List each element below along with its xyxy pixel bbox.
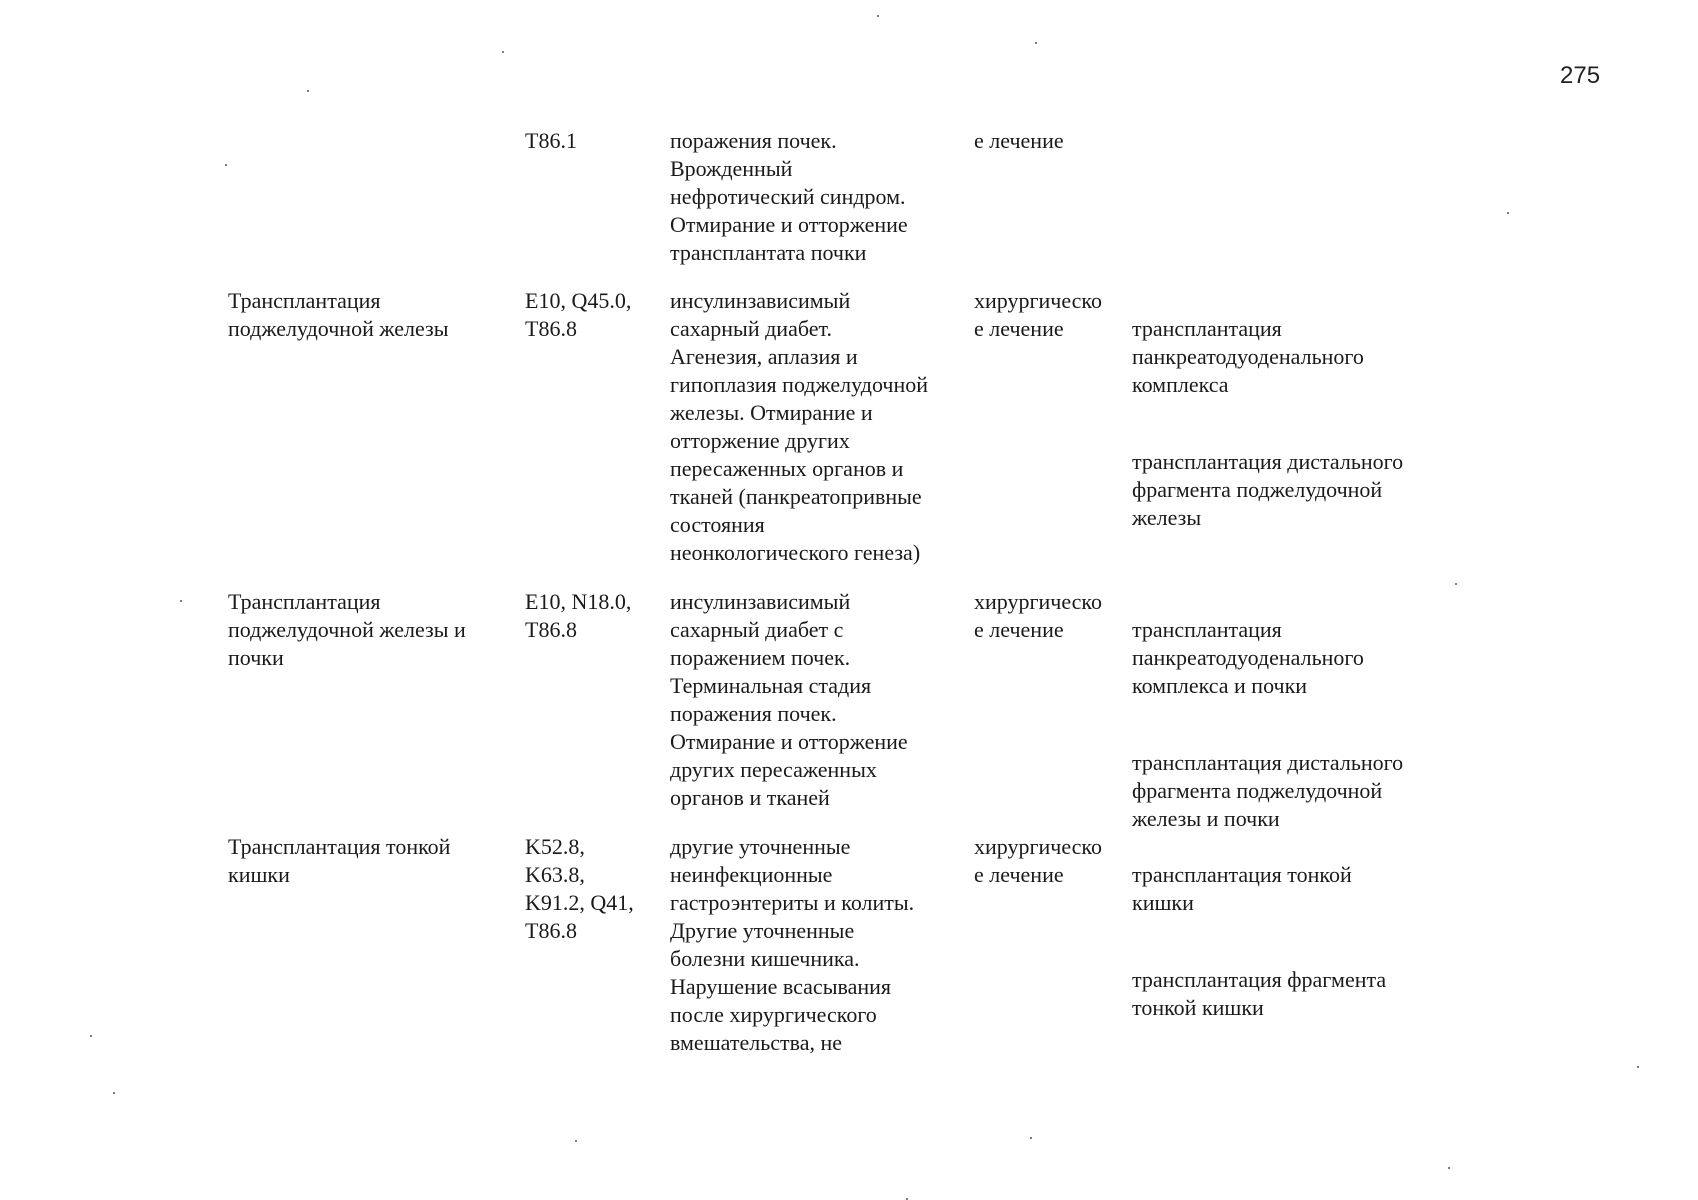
row-2-treatment-type: хирургическо е лечение (974, 589, 1102, 642)
scan-speck (1637, 1066, 1639, 1068)
row-2-methods (1132, 588, 1472, 861)
row-0-treatment-type: е лечение (974, 128, 1064, 153)
scan-speck (1507, 212, 1509, 214)
row-1-method-2: трансплантация дистального фрагмента поджелудочной железы (1132, 449, 1404, 530)
scan-speck (113, 1092, 115, 1094)
scan-speck (502, 51, 504, 53)
scan-speck (877, 15, 879, 17)
row-3-codes: K52.8, K63.8, K91.2, Q41, T86.8 (525, 834, 634, 943)
row-1-patient-model: инсулинзависимый сахарный диабет. Агенезия, аплазия и гипоплазия поджелудочной железы. Отмирание и отторжение других пересаженных органов и тканей (панкреатопривные состояния неонкологического генеза) (670, 288, 929, 565)
row-1-treatment-type: хирургическо е лечение (974, 288, 1102, 341)
row-1-methods (1132, 287, 1472, 560)
scan-speck (1035, 42, 1037, 44)
scan-speck (1455, 583, 1457, 585)
scan-speck (180, 600, 182, 602)
row-1-codes: E10, Q45.0, T86.8 (525, 288, 632, 341)
row-2-method-1: трансплантация панкреатодуоденального комплекса и почки (1132, 617, 1364, 698)
row-3-patient-model: другие уточненные неинфекционные гастроэнтериты и колиты. Другие уточненные болезни кишечника. Нарушение всасывания после хирургического вмешательства, не (670, 834, 915, 1055)
scan-speck (90, 1035, 92, 1037)
row-3-name: Трансплантация тонкой кишки (228, 834, 451, 887)
scan-speck (225, 164, 227, 166)
scan-speck (575, 1140, 577, 1142)
row-0-patient-model: поражения почек. Врожденный нефротический синдром. Отмирание и отторжение трансплантата почки (670, 128, 908, 265)
row-3-method-1: трансплантация тонкой кишки (1132, 862, 1352, 915)
row-3-treatment-type: хирургическо е лечение (974, 834, 1102, 887)
row-1-name: Трансплантация поджелудочной железы (228, 288, 449, 341)
row-2-patient-model: инсулинзависимый сахарный диабет с поражением почек. Терминальная стадия поражения почек. Отмирание и отторжение других пересаженных органов и тканей (670, 589, 908, 810)
row-2-codes: E10, N18.0, T86.8 (525, 589, 632, 642)
row-2-method-2: трансплантация дистального фрагмента поджелудочной железы и почки (1132, 750, 1404, 831)
scan-speck (1030, 1137, 1032, 1139)
row-1-method-1: трансплантация панкреатодуоденального комплекса (1132, 316, 1364, 397)
scan-speck (1448, 1167, 1450, 1169)
row-0-codes: T86.1 (525, 128, 577, 153)
scan-speck (307, 90, 309, 92)
row-3-methods (1132, 833, 1472, 1050)
page-number: 275 (1560, 62, 1601, 89)
row-3-method-2: трансплантация фрагмента тонкой кишки (1132, 967, 1387, 1020)
row-2-name: Трансплантация поджелудочной железы и почки (228, 589, 466, 670)
